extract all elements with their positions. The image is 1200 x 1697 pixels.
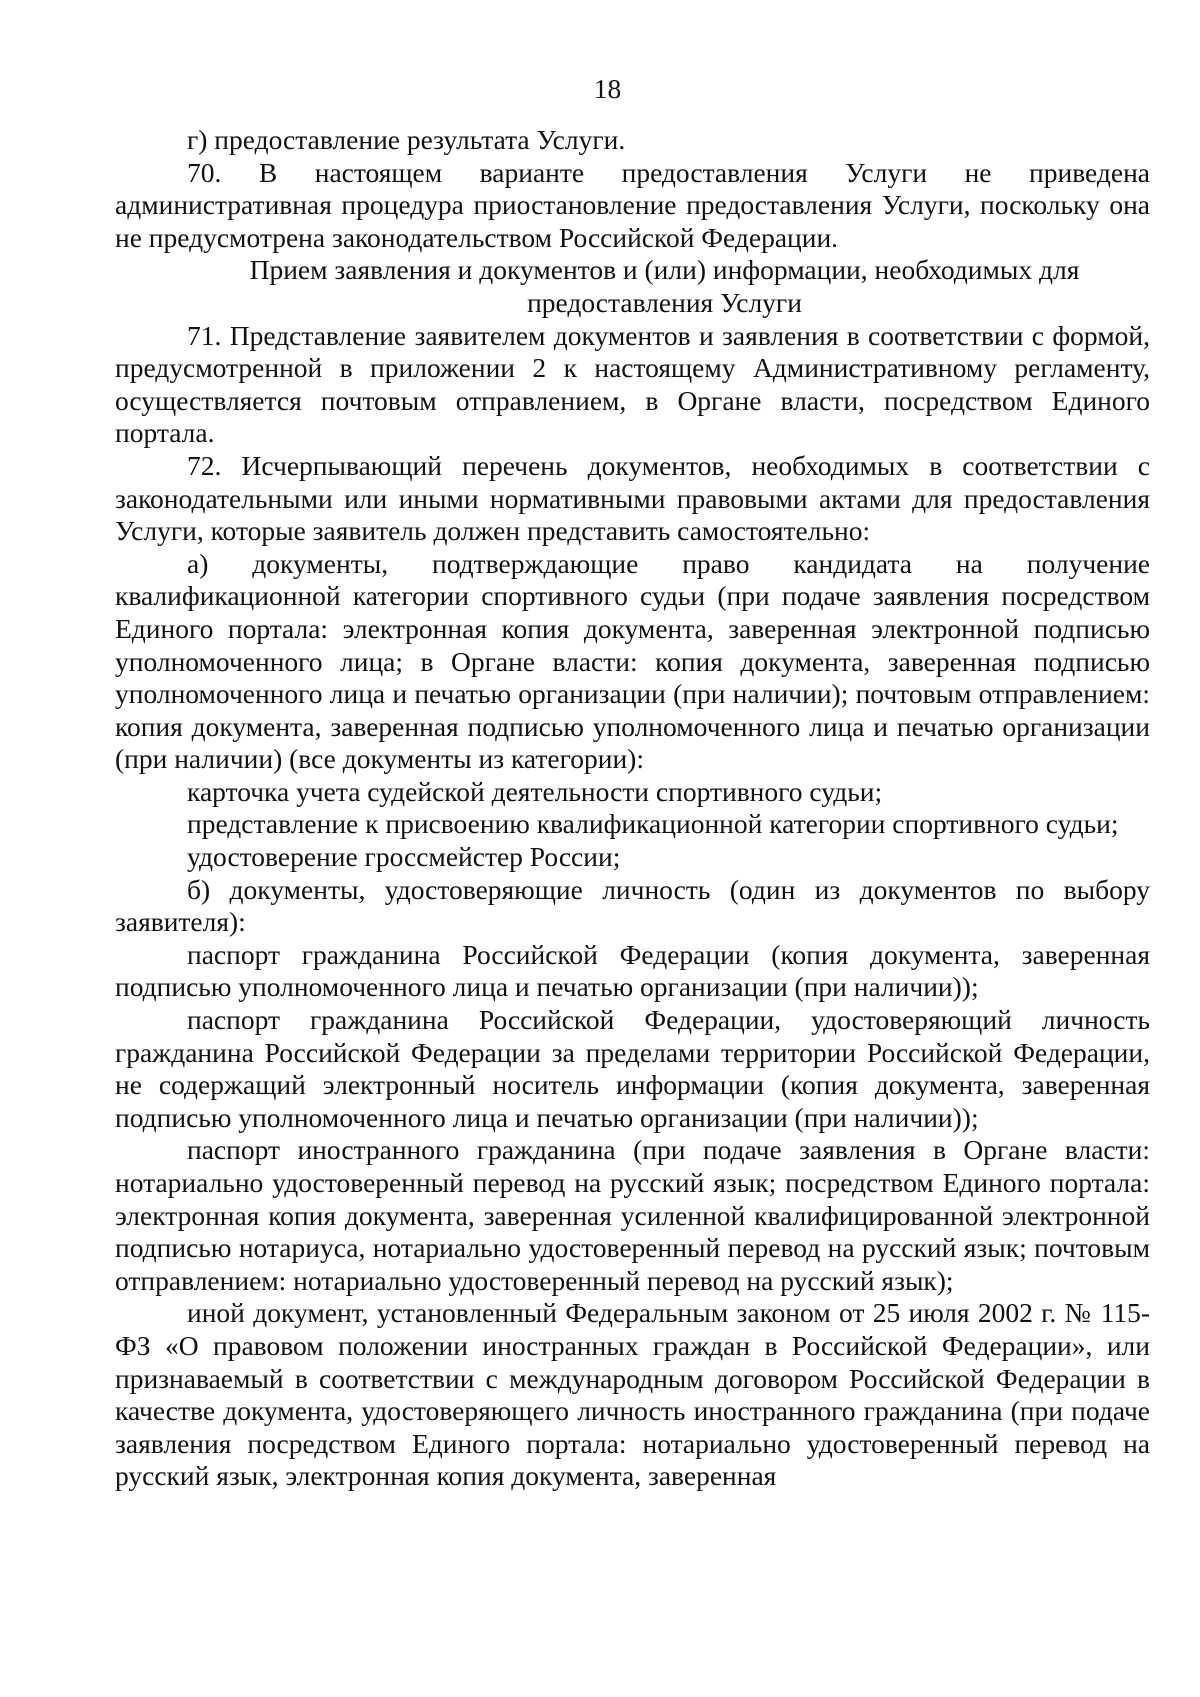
list-item-foreign-travel-passport: паспорт гражданина Российской Федерации, удостоверяющий личность гражданина Российской Федерации за пределами территории Российской Федерации, не содержащий электронный носитель информации (копия документа, заверенная подписью уполномоченного лица и печатью организации (при наличии)); (115, 1004, 1150, 1133)
document-body (115, 124, 1150, 1493)
section-heading: Прием заявления и документов и (или) информации, необходимых для предоставления Услуги (249, 254, 1080, 318)
page-number: 18 (593, 73, 622, 104)
paragraph-70: 70. В настоящем варианте предоставления Услуги не приведена административная процедура приостановление предоставления Услуги, поскольку она не предусмотрена законодательством Российской Федерации. (115, 156, 1150, 253)
list-item-grandmaster-certificate: удостоверение гроссмейстер России; (187, 841, 621, 873)
list-item-other-document: иной документ, установленный Федеральным законом от 25 июля 2002 г. № 115-ФЗ «О правовом положении иностранных граждан в Российской Федерации», или признаваемый в соответствии с международным договором Российской Федерации в качестве документа, удостоверяющего личность иностранного гражданина (при подаче заявления посредством Единого портала: нотариально удостоверенный перевод на русский язык, электронная копия документа, заверенная (115, 1297, 1150, 1492)
paragraph-item-a: а) документы, подтверждающие право кандидата на получение квалификационной категории спортивного судьи (при подаче заявления посредством Единого портала: электронная копия документа, заверенная электронной подписью уполномоченного лица; в Органе власти: копия документа, заверенная подписью уполномоченного лица и печатью организации (при наличии); почтовым отправлением: копия документа, заверенная подписью уполномоченного лица и печатью организации (при наличии) (все документы из категории): (115, 547, 1150, 775)
paragraph-71: 71. Представление заявителем документов и заявления в соответствии с формой, предусмотренной в приложении 2 к настоящему Административному регламенту, осуществляется почтовым отправлением, в Органе власти, посредством Единого портала. (115, 319, 1150, 449)
list-item-foreign-citizen-passport: паспорт иностранного гражданина (при подаче заявления в Органе власти: нотариально удостоверенный перевод на русский язык; посредством Единого портала: электронная копия документа, заверенная усиленной квалифицированной электронной подписью нотариуса, нотариально удостоверенный перевод на русский язык; почтовым отправлением: нотариально удостоверенный перевод на русский язык); (115, 1134, 1150, 1296)
paragraph-item-b: б) документы, удостоверяющие личность (один из документов по выбору заявителя): (115, 873, 1150, 938)
paragraph-72: 72. Исчерпывающий перечень документов, необходимых в соответствии с законодательными или иными нормативными правовыми актами для предоставления Услуги, которые заявитель должен представить самостоятельно: (115, 449, 1150, 547)
paragraph-item-g: г) предоставление результата Услуги. (187, 124, 626, 155)
list-item-judge-card: карточка учета судейской деятельности спортивного судьи; (187, 775, 883, 807)
list-item-nomination: представление к присвоению квалификационной категории спортивного судьи; (187, 808, 1119, 840)
list-item-rf-passport: паспорт гражданина Российской Федерации (копия документа, заверенная подписью уполномоченного лица и печатью организации (при наличии)); (115, 938, 1150, 1003)
